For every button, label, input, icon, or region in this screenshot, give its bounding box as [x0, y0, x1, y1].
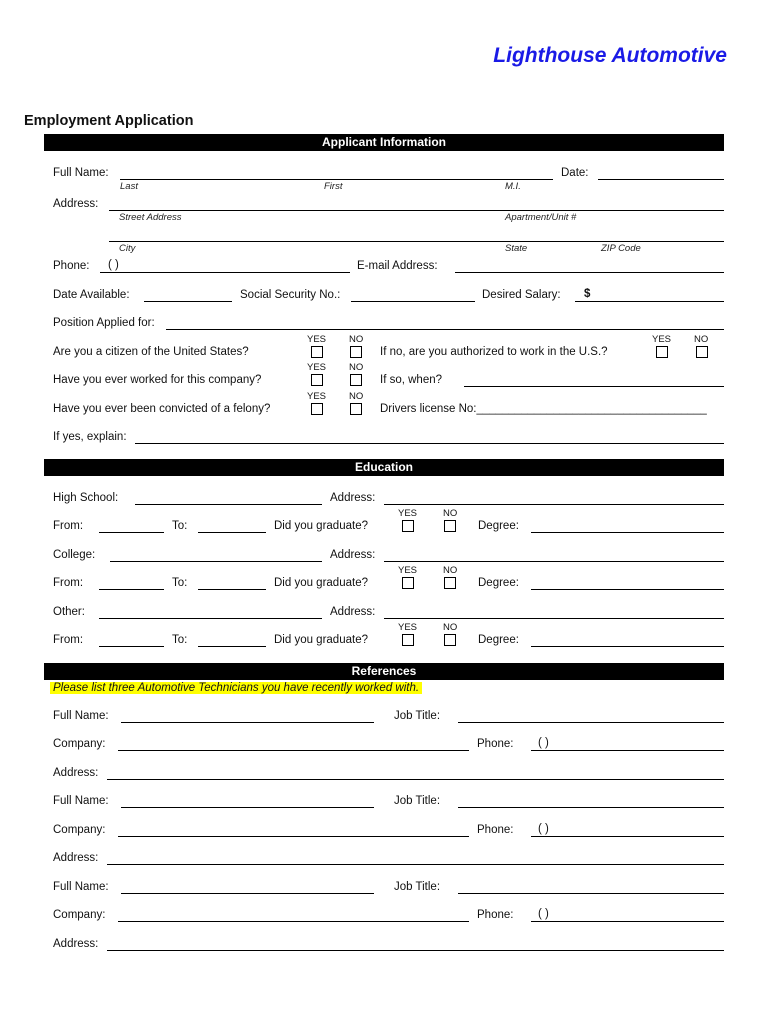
yes-header: YES [398, 565, 418, 576]
college-to-field[interactable] [198, 589, 266, 590]
other-label: Other: [53, 606, 85, 618]
last-sublabel: Last [120, 181, 138, 192]
ref-phone-label: Phone: [477, 824, 514, 836]
ssn-field[interactable] [351, 301, 475, 302]
date-available-label: Date Available: [53, 289, 130, 301]
other-graduate-yes-checkbox[interactable] [402, 634, 414, 646]
high-school-address-field[interactable] [384, 504, 724, 505]
citizen-no-checkbox[interactable] [350, 346, 362, 358]
ref-job-title-label: Job Title: [394, 881, 441, 893]
degree-label: Degree: [478, 520, 519, 532]
salary-label: Desired Salary: [482, 289, 561, 301]
ref1-phone-field[interactable] [531, 750, 724, 751]
no-header: NO [694, 334, 709, 345]
ref-full-name-label: Full Name: [53, 881, 109, 893]
authorized-question: If no, are you authorized to work in the U.S.? [380, 346, 608, 358]
graduate-label: Did you graduate? [274, 634, 368, 646]
no-header: NO [349, 391, 364, 402]
high-school-graduate-yes-checkbox[interactable] [402, 520, 414, 532]
no-header: NO [443, 622, 458, 633]
explain-field[interactable] [135, 443, 724, 444]
college-field[interactable] [110, 561, 322, 562]
school-address-label: Address: [330, 549, 376, 561]
when-question: If so, when? [380, 374, 443, 386]
to-label: To: [172, 520, 188, 532]
high-school-degree-field[interactable] [531, 532, 724, 533]
state-sublabel: State [505, 243, 528, 254]
other-address-field[interactable] [384, 618, 724, 619]
degree-label: Degree: [478, 577, 519, 589]
ref-job-title-label: Job Title: [394, 795, 441, 807]
from-label: From: [53, 520, 84, 532]
company-name: Lighthouse Automotive [493, 44, 727, 67]
ref2-company-field[interactable] [118, 836, 469, 837]
date-label: Date: [561, 167, 589, 179]
references-section-header: References [44, 663, 724, 680]
from-label: From: [53, 634, 84, 646]
to-label: To: [172, 634, 188, 646]
ref-phone-label: Phone: [477, 909, 514, 921]
ref-address-label: Address: [53, 767, 99, 779]
date-field[interactable] [598, 179, 724, 180]
from-label: From: [53, 577, 84, 589]
graduate-label: Did you graduate? [274, 577, 368, 589]
high-school-field[interactable] [135, 504, 322, 505]
ref2-job-title-field[interactable] [458, 807, 724, 808]
school-address-label: Address: [330, 492, 376, 504]
ref2-address-field[interactable] [107, 864, 724, 865]
ref-phone-parens: ( ) [538, 823, 549, 835]
authorized-no-checkbox[interactable] [696, 346, 708, 358]
ref1-name-field[interactable] [121, 722, 374, 723]
yes-header: YES [307, 391, 327, 402]
ref-address-label: Address: [53, 852, 99, 864]
ref3-job-title-field[interactable] [458, 893, 724, 894]
ref-address-label: Address: [53, 938, 99, 950]
zip-sublabel: ZIP Code [601, 243, 641, 254]
apt-sublabel: Apartment/Unit # [505, 212, 577, 223]
to-label: To: [172, 577, 188, 589]
ref-phone-parens: ( ) [538, 908, 549, 920]
ref-full-name-label: Full Name: [53, 795, 109, 807]
phone-label: Phone: [53, 260, 90, 272]
felony-question: Have you ever been convicted of a felony? [53, 403, 271, 415]
ref2-phone-field[interactable] [531, 836, 724, 837]
salary-dollar: $ [584, 288, 591, 300]
high-school-from-field[interactable] [99, 532, 164, 533]
yes-header: YES [652, 334, 672, 345]
high-school-graduate-no-checkbox[interactable] [444, 520, 456, 532]
ref-phone-parens: ( ) [538, 737, 549, 749]
worked-question: Have you ever worked for this company? [53, 374, 262, 386]
no-header: NO [443, 508, 458, 519]
ref-company-label: Company: [53, 909, 106, 921]
ref1-job-title-field[interactable] [458, 722, 724, 723]
yes-header: YES [307, 334, 327, 345]
other-from-field[interactable] [99, 646, 164, 647]
no-header: NO [349, 362, 364, 373]
felony-yes-checkbox[interactable] [311, 403, 323, 415]
drivers-license-field[interactable]: Drivers license No:____________________________________ [380, 403, 707, 415]
phone-field[interactable] [100, 272, 350, 273]
worked-no-checkbox[interactable] [350, 374, 362, 386]
city-sublabel: City [119, 243, 136, 254]
references-note: Please list three Automotive Technicians you have recently worked with. [50, 682, 422, 694]
salary-field[interactable] [575, 301, 724, 302]
ref-company-label: Company: [53, 824, 106, 836]
email-label: E-mail Address: [357, 260, 438, 272]
ref-phone-label: Phone: [477, 738, 514, 750]
citizen-yes-checkbox[interactable] [311, 346, 323, 358]
yes-header: YES [398, 622, 418, 633]
full-name-label: Full Name: [53, 167, 109, 179]
street-address-field[interactable] [109, 210, 724, 211]
city-state-zip-field[interactable] [109, 241, 724, 242]
citizen-question: Are you a citizen of the United States? [53, 346, 249, 358]
explain-label: If yes, explain: [53, 431, 127, 443]
address-label: Address: [53, 198, 99, 210]
felony-no-checkbox[interactable] [350, 403, 362, 415]
education-section-header: Education [44, 459, 724, 476]
full-name-field[interactable] [120, 179, 553, 180]
no-header: NO [349, 334, 364, 345]
ref3-address-field[interactable] [107, 950, 724, 951]
other-school-field[interactable] [99, 618, 322, 619]
other-to-field[interactable] [198, 646, 266, 647]
ref-full-name-label: Full Name: [53, 710, 109, 722]
high-school-label: High School: [53, 492, 119, 504]
no-header: NO [443, 565, 458, 576]
high-school-to-field[interactable] [198, 532, 266, 533]
other-graduate-no-checkbox[interactable] [444, 634, 456, 646]
first-sublabel: First [324, 181, 343, 192]
authorized-yes-checkbox[interactable] [656, 346, 668, 358]
ref3-name-field[interactable] [121, 893, 374, 894]
date-available-field[interactable] [144, 301, 232, 302]
college-graduate-yes-checkbox[interactable] [402, 577, 414, 589]
phone-parens: ( ) [108, 259, 119, 271]
worked-yes-checkbox[interactable] [311, 374, 323, 386]
degree-label: Degree: [478, 634, 519, 646]
yes-header: YES [307, 362, 327, 373]
applicant-section-header: Applicant Information [44, 134, 724, 151]
graduate-label: Did you graduate? [274, 520, 368, 532]
college-from-field[interactable] [99, 589, 164, 590]
college-graduate-no-checkbox[interactable] [444, 577, 456, 589]
when-field[interactable] [464, 386, 724, 387]
ssn-label: Social Security No.: [240, 289, 341, 301]
college-address-field[interactable] [384, 561, 724, 562]
other-degree-field[interactable] [531, 646, 724, 647]
ref1-company-field[interactable] [118, 750, 469, 751]
college-degree-field[interactable] [531, 589, 724, 590]
school-address-label: Address: [330, 606, 376, 618]
mi-sublabel: M.I. [505, 181, 521, 192]
email-field[interactable] [455, 272, 724, 273]
street-sublabel: Street Address [119, 212, 182, 223]
ref3-phone-field[interactable] [531, 921, 724, 922]
college-label: College: [53, 549, 96, 561]
ref1-address-field[interactable] [107, 779, 724, 780]
ref2-name-field[interactable] [121, 807, 374, 808]
form-title: Employment Application [24, 113, 194, 129]
ref3-company-field[interactable] [118, 921, 469, 922]
ref-company-label: Company: [53, 738, 106, 750]
position-field[interactable] [166, 329, 724, 330]
yes-header: YES [398, 508, 418, 519]
ref-job-title-label: Job Title: [394, 710, 441, 722]
position-label: Position Applied for: [53, 317, 155, 329]
